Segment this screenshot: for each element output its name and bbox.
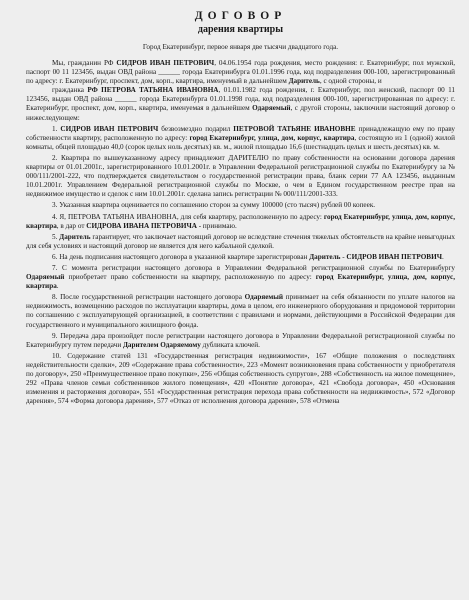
document-subtitle: дарения квартиры [197, 24, 284, 35]
document-body [26, 59, 455, 406]
city-date-line: Город Екатеринбург, первое января две тысячи двадцатого года. [142, 43, 339, 51]
clause-10: 10. Содержание статей 131 «Государственная регистрация недвижимости», 167 «Общие положения о последствиях недействительности сделки», 209 «Содержание права собственности», 223 «Момент возникновения права собственности у приобретателя по договору», 250 «Преимущественное право покупки», 256 «Общая собственность супругов», 288 «Собственность на жилое помещение», 292 «Права членов семьи собственников жилого помещения», 420 «Понятие договора», 421 «Свобода договора», 450 «Основания изменения и расторжения договора», 551 «Государственная регистрация перехода права собственности на недвижимость», 572 «Договор дарения», 574 «Форма договора дарения», 577 «Отказ от исполнения договора дарения», 578 «Отмена [26, 351, 455, 406]
clause-8: 8. После государственной регистрации настоящего договора Одаряемый принимает на себя обязанности по уплате налогов на недвижимость, возмещению расходов по эксплуатации квартиры, дома в целом, его инженерного оборудования и придомовой территории по соглашению с эксплуатирующей организацией, в соответствии с правилами и нормами, действующими в Российской Федерации для государственного и муниципального жилищного фонда. [26, 293, 455, 329]
clause-5: 5. Даритель гарантирует, что заключает настоящий договор не вследствие стечения тяжелых обстоятельств на крайне невыгодных для себя условиях и настоящий договор не является для него кабальной сделкой. [26, 232, 456, 250]
clause-7: 7. С момента регистрации настоящего договора в Управлении Федеральной регистрационной службы по Екатеринбургу Одаряемый приобретает право собственности на квартиру, расположенную по адресу: город Екатеринбург, улица, дом, корпус, квартира. [26, 263, 455, 291]
clause-4: 4. Я, ПЕТРОВА ТАТЬЯНА ИВАНОВНА, для себя квартиру, расположенную по адресу: город Екатеринбург, улица, дом, корпус, квартира, в дар от СИДРОВА ИВАНА ПЕТРОВИЧА - принимаю. [26, 212, 455, 230]
clause-1: 1. СИДРОВ ИВАН ПЕТРОВИЧ безвозмездно подарил ПЕТРОВОЙ ТАТЬЯНЕ ИВАНОВНЕ принадлежащую ему по праву собственности квартиру, расположенную по адресу: город Екатеринбург, улица, дом, корпус, квартира, состоящую из 1 (одной) жилой комнаты, общей площадью 40,0 (сорок целых ноль десятых) кв. м., жилой площадью 16,6 (шестнадцать целых и шесть десятых) кв. м. [26, 124, 456, 151]
clause-9: 9. Передача дара произойдет после регистрации настоящего договора в Управлении Федеральной регистрационной службы по Екатеринбургу путем передачи Дарителем Одаряемому дубликата ключей. [26, 331, 455, 349]
clause-6: 6. На день подписания настоящего договора в указанной квартире зарегистрирован Даритель - СИДРОВ ИВАН ПЕТРОВИЧ. [52, 252, 444, 261]
paragraph-parties-donee: гражданка РФ ПЕТРОВА ТАТЬЯНА ИВАНОВНА, 01.01.1982 года рождения, г. Екатеринбург, пол женский, паспорт 00 11 123456, выдан ОВД района ______ города Екатеринбурга 01.01.1998 года, код подразделения 000-100, зарегистрированная по адресу: г. Екатеринбург, проспект, дом, корп., квартира, именуемая в дальнейшем Одаряемый, с другой стороны, заключили настоящий договор о нижеследующем: [26, 86, 455, 122]
document-title: ДОГОВОР [194, 10, 287, 22]
clause-3: 3. Указанная квартира оценивается по соглашению сторон за сумму 100000 (сто тысяч) рублей 00 копеек. [52, 201, 376, 210]
paragraph-parties-donor: Мы, гражданин РФ СИДРОВ ИВАН ПЕТРОВИЧ, 04.06.1954 года рождения, место рождения: г. Екатеринбург, пол мужской, паспорт 00 11 123456, выдан ОВД района ______ города Екатеринбурга 01.01.1996 года, код подразделения 000-100, зарегистрированный по адресу: г. Екатеринбург, проспект, дом, корп., квартира, именуемый в дальнейшем Даритель, с одной стороны, и [26, 59, 456, 86]
clause-2: 2. Квартира по вышеуказанному адресу принадлежит ДАРИТЕЛЮ по праву собственности на основании договора дарения квартиры от 01.01.2001г., зарегистрированного 10.01.2001г. в Управлении Федеральной регистрационной службы по Екатеринбургу за № 000/111/2001-222, что подтверждается свидетельством о государственной регистрации права, бланк серии 77 АА 123456, выданным 10.01.2001г. Управлением Федеральной регистрационной службы по Москве, о чем в Едином государственном реестре прав на недвижимое имущество и сделок с ним 10.01.2001г. сделана запись регистрации № 000/111/2001-333. [26, 153, 455, 199]
